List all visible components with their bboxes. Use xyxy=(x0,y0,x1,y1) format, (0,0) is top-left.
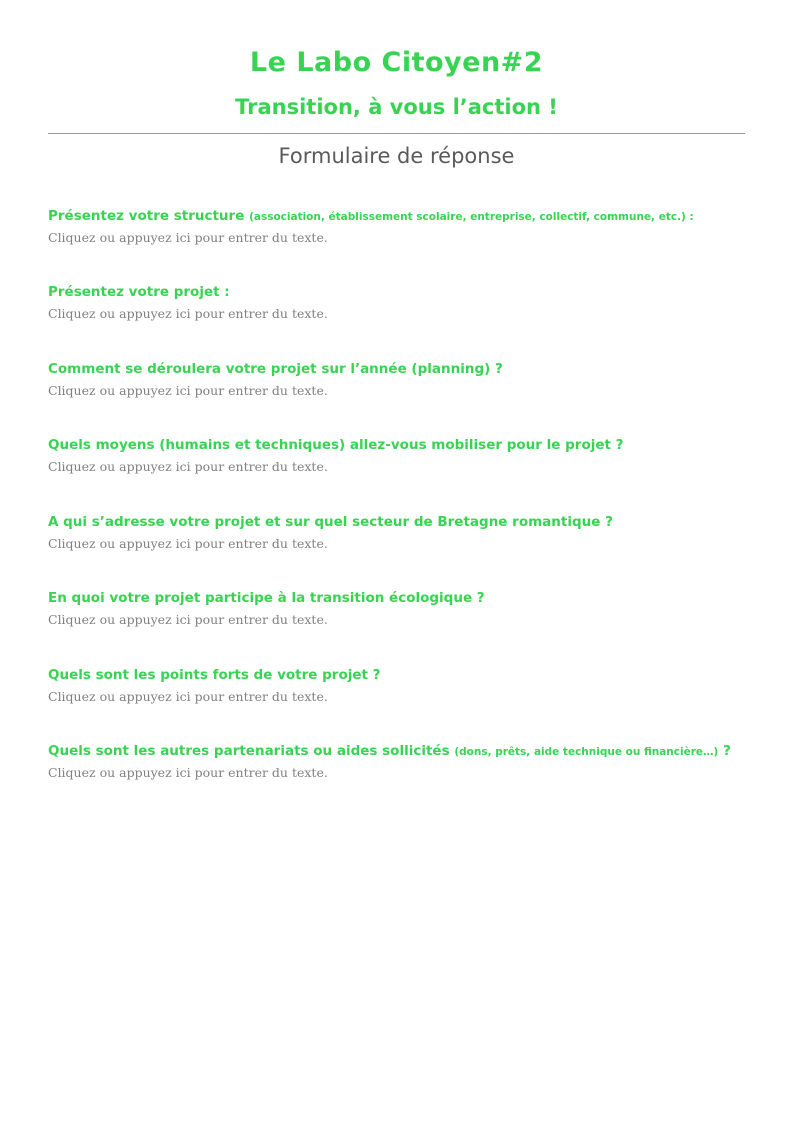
field-input-ecological-transition[interactable]: Cliquez ou appuyez ici pour entrer du texte. xyxy=(48,612,328,628)
field-input-partnerships[interactable]: Cliquez ou appuyez ici pour entrer du texte. xyxy=(48,765,328,781)
field-input-audience[interactable]: Cliquez ou appuyez ici pour entrer du texte. xyxy=(48,535,328,551)
field-input-structure[interactable]: Cliquez ou appuyez ici pour entrer du texte. xyxy=(48,229,328,245)
field-label xyxy=(48,284,745,301)
field-input-project[interactable]: Cliquez ou appuyez ici pour entrer du texte. xyxy=(48,306,328,322)
form-fields-list xyxy=(48,208,745,781)
document-header xyxy=(0,0,793,168)
field-label xyxy=(48,590,745,607)
field-label xyxy=(48,667,745,684)
form-field-strengths xyxy=(48,667,745,705)
field-label xyxy=(48,361,745,378)
document-section-title: Formulaire de réponse xyxy=(278,143,515,168)
field-input-resources[interactable]: Cliquez ou appuyez ici pour entrer du texte. xyxy=(48,459,328,475)
document-title: Le Labo Citoyen#2 xyxy=(249,47,544,78)
form-field-resources xyxy=(48,437,745,475)
field-label-tail: ? xyxy=(723,743,731,760)
field-label-main: En quoi votre projet participe à la transition écologique ? xyxy=(48,590,485,607)
field-label xyxy=(48,743,745,760)
field-label-hint: (association, établissement scolaire, entreprise, collectif, commune, etc.) : xyxy=(249,210,694,223)
field-label-main: A qui s’adresse votre projet et sur quel secteur de Bretagne romantique ? xyxy=(48,513,613,530)
form-field-project xyxy=(48,284,745,322)
field-label-main: Présentez votre structure xyxy=(48,207,245,224)
form-field-ecological-transition xyxy=(48,590,745,628)
form-field-structure xyxy=(48,208,745,246)
field-label-hint: (dons, prêts, aide technique ou financière…) xyxy=(454,746,719,759)
document-subtitle: Transition, à vous l’action ! xyxy=(235,94,558,119)
form-field-partnerships xyxy=(48,743,745,781)
field-label xyxy=(48,437,745,454)
field-label xyxy=(48,208,745,225)
header-divider xyxy=(48,133,745,134)
field-label-main: Quels sont les autres partenariats ou aides sollicités xyxy=(48,743,450,760)
field-label-main: Quels sont les points forts de votre projet ? xyxy=(48,666,381,683)
field-input-strengths[interactable]: Cliquez ou appuyez ici pour entrer du texte. xyxy=(48,688,328,704)
form-field-planning xyxy=(48,361,745,399)
field-label-main: Comment se déroulera votre projet sur l’année (planning) ? xyxy=(48,360,503,377)
field-input-planning[interactable]: Cliquez ou appuyez ici pour entrer du texte. xyxy=(48,382,328,398)
field-label-main: Présentez votre projet : xyxy=(48,284,230,301)
field-label-main: Quels moyens (humains et techniques) allez-vous mobiliser pour le projet ? xyxy=(48,437,624,454)
field-label xyxy=(48,514,745,531)
form-field-audience xyxy=(48,514,745,552)
